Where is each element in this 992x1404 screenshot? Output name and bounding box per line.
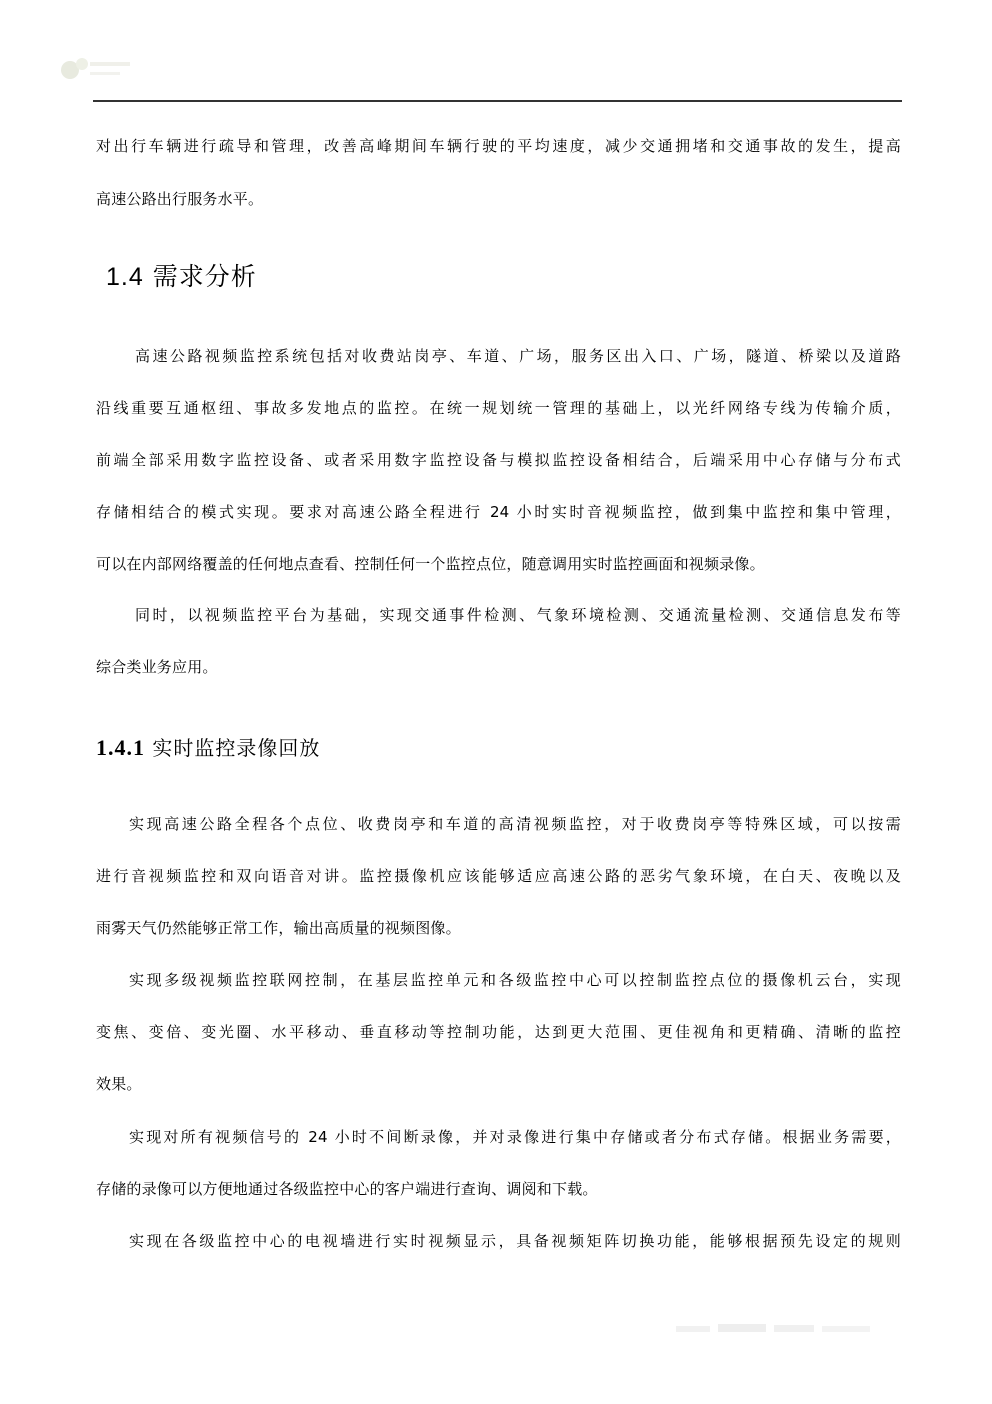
section-p1-line-1: 高速公路视频监控系统包括对收费站岗亭、车道、广场，服务区出入口、广场，隧道、桥梁以及道路 — [135, 347, 901, 365]
section-p1-line-4: 存储相结合的模式实现。要求对高速公路全程进行 24 小时实时音视频监控，做到集中监控和集中管理， — [96, 503, 901, 521]
intro-line-1: 对出行车辆进行疏导和管理，改善高峰期间车辆行驶的平均速度，减少交通拥堵和交通事故的发生，提高 — [96, 137, 901, 155]
intro-line-2: 高速公路出行服务水平。 — [96, 190, 264, 208]
sub-p2-line-2: 变焦、变倍、变光圈、水平移动、垂直移动等控制功能，达到更大范围、更佳视角和更精确、清晰的监控 — [96, 1023, 901, 1041]
section-p1-line-3: 前端全部采用数字监控设备、或者采用数字监控设备与模拟监控设备相结合，后端采用中心存储与分布式 — [96, 451, 901, 469]
sub-p3-line-2: 存储的录像可以方便地通过各级监控中心的客户端进行查询、调阅和下载。 — [96, 1180, 598, 1198]
subsection-heading — [96, 733, 320, 763]
footer-watermark — [676, 1318, 876, 1340]
sub-p2-line-1: 实现多级视频监控联网控制，在基层监控单元和各级监控中心可以控制监控点位的摄像机云台，实现 — [129, 971, 901, 989]
section-p1-line-2: 沿线重要互通枢纽、事故多发地点的监控。在统一规划统一管理的基础上，以光纤网络专线为传输介质， — [96, 399, 901, 417]
header-rule — [93, 100, 902, 102]
sub-p1-line-1: 实现高速公路全程各个点位、收费岗亭和车道的高清视频监控，对于收费岗亭等特殊区域，可以按需 — [129, 815, 901, 833]
section-p2-line-2: 综合类业务应用。 — [96, 658, 218, 676]
sub-p1-line-3: 雨雾天气仍然能够正常工作，输出高质量的视频图像。 — [96, 919, 461, 937]
header-logo — [56, 48, 146, 88]
sub-p3-line-1: 实现对所有视频信号的 24 小时不间断录像，并对录像进行集中存储或者分布式存储。根据业务需要， — [129, 1128, 901, 1146]
section-p2-line-1: 同时，以视频监控平台为基础，实现交通事件检测、气象环境检测、交通流量检测、交通信息发布等 — [135, 606, 901, 624]
sub-p1-line-2: 进行音视频监控和双向语音对讲。监控摄像机应该能够适应高速公路的恶劣气象环境，在白天、夜晚以及 — [96, 867, 901, 885]
section-heading — [106, 260, 257, 294]
sub-p4-line-1: 实现在各级监控中心的电视墙进行实时视频显示，具备视频矩阵切换功能，能够根据预先设定的规则 — [129, 1232, 901, 1250]
section-p1-line-5: 可以在内部网络覆盖的任何地点查看、控制任何一个监控点位，随意调用实时监控画面和视频录像。 — [96, 555, 765, 573]
subsection-title: 实时监控录像回放 — [152, 736, 321, 760]
sub-p2-line-3: 效果。 — [96, 1075, 142, 1093]
subsection-number: 1.4.1 — [96, 735, 145, 760]
section-title: 需求分析 — [152, 262, 257, 291]
section-number: 1.4 — [106, 263, 144, 291]
